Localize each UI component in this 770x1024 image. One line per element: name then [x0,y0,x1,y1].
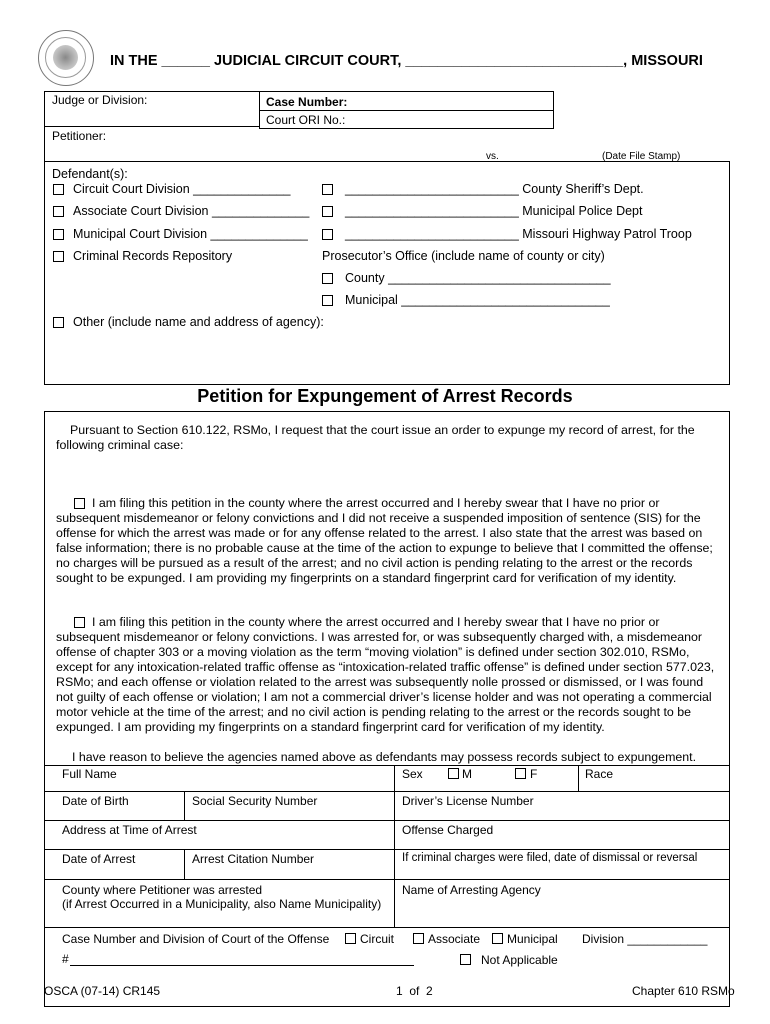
circuit-court-checkbox[interactable] [53,184,64,195]
municipal-prosecutor-checkbox[interactable] [322,295,333,306]
court-ori-label: Court ORI No.: [266,113,346,127]
vs-label: vs. [486,151,499,162]
option1-paragraph [56,496,718,586]
ssn-label: Social Security Number [192,794,318,808]
highway-patrol-checkbox[interactable] [322,229,333,240]
seal-emblem [53,45,78,70]
sex-label: Sex [402,767,423,781]
other-agency-option: Other (include name and address of agency): [73,315,324,329]
page-number: 1 of 2 [396,984,433,998]
sex-m-checkbox[interactable] [448,768,459,779]
sheriff-option: _________________________ County Sheriff’s Dept. [345,182,644,196]
offense-label: Offense Charged [402,823,494,837]
case-number-hash: # [62,952,69,966]
court-title: IN THE ______ JUDICIAL CIRCUIT COURT, ___________________________, MISSOURI [110,53,703,69]
not-applicable-checkbox[interactable] [460,954,471,965]
full-name-label: Full Name [62,767,117,781]
missouri-seal-icon [38,30,94,86]
citation-label: Arrest Citation Number [192,852,315,866]
table-ssn-vline [184,791,185,820]
petitioner-line [44,126,259,127]
associate-court-option: Associate Court Division ______________ [73,204,310,218]
address-label: Address at Time of Arrest [62,823,197,837]
table-mid-vline [394,765,395,927]
agencies-text: I have reason to believe the agencies named above as defendants may possess records subject to expungement. [72,750,697,764]
not-applicable-label: Not Applicable [481,953,558,967]
municipality-note: (if Arrest Occurred in a Municipality, also Name Municipality) [62,897,382,911]
agencies-paragraph [72,750,722,765]
sex-f-label: F [530,767,538,781]
associate-label: Associate [428,932,481,946]
criminal-records-option: Criminal Records Repository [73,249,233,263]
associate-court-checkbox[interactable] [53,206,64,217]
form-id: OSCA (07-14) CR145 [44,984,161,998]
prosecutor-label: Prosecutor’s Office (include name of county or city) [322,249,605,263]
option2-paragraph [56,615,718,735]
judge-label: Judge or Division: [52,93,148,107]
other-agency-checkbox[interactable] [53,317,64,328]
case-number-divider [259,110,554,111]
county-arrested-label: County where Petitioner was arrested [62,883,263,897]
table-row1-line [44,791,730,792]
police-option: _________________________ Municipal Police Dept [345,204,643,218]
petitioner-label: Petitioner: [52,129,107,143]
table-citation-vline [184,849,185,879]
date-arrest-label: Date of Arrest [62,852,136,866]
arresting-agency-label: Name of Arresting Agency [402,883,541,897]
dob-label: Date of Birth [62,794,129,808]
intro-paragraph [56,423,718,453]
chapter-reference: Chapter 610 RSMo [632,984,735,998]
police-checkbox[interactable] [322,206,333,217]
case-number-line[interactable] [70,965,414,966]
municipal-label: Municipal [507,932,558,946]
dl-label: Driver’s License Number [402,794,534,808]
county-option: County ________________________________ [345,271,611,285]
criminal-records-checkbox[interactable] [53,251,64,262]
petition-title: Petition for Expungement of Arrest Records [197,386,573,406]
highway-patrol-option: _________________________ Missouri Highway Patrol Troop [345,227,692,241]
municipal-prosecutor-option: Municipal ______________________________ [345,293,610,307]
circuit-checkbox[interactable] [345,933,356,944]
sex-f-checkbox[interactable] [515,768,526,779]
date-file-stamp: (Date File Stamp) [602,151,681,162]
case-number-label: Case Number: [266,95,348,109]
circuit-label: Circuit [360,932,395,946]
intro-text: Pursuant to Section 610.122, RSMo, I request that the court issue an order to expunge my record of arrest, for the following criminal case: [56,423,695,452]
sheriff-checkbox[interactable] [322,184,333,195]
table-top-line [44,765,730,766]
option1-text: I am filing this petition in the county where the arrest occurred and I hereby swear that I have no prior or subsequent misdemeanor or felony convictions and I did not receive a suspended imposition of sentence (SIS) for the offense for which the arrest was made or for any offense related to the arrest. I also state that the arrest was based on false information; there is no probable cause at the time of the action to expunge to believe that I committed the offense; no charges will be pursued as a result of the arrest; and no civil action is pending relating to the arrest or the records sought to be expunged. I am providing my fingerprints on a standard fingerprint card for verification of my identity. [56,496,713,585]
sex-m-label: M [462,767,472,781]
race-label: Race [585,767,614,781]
division-field[interactable]: Division ____________ [582,932,708,946]
table-row4-line [44,879,730,880]
dismissal-label: If criminal charges were filed, date of dismissal or reversal [402,852,698,864]
table-row3-line [44,849,730,850]
municipal-court-option: Municipal Court Division ______________ [73,227,308,241]
case-division-label: Case Number and Division of Court of the Offense [62,932,330,946]
table-row2-line [44,820,730,821]
municipal-checkbox[interactable] [492,933,503,944]
defendants-label: Defendant(s): [52,167,128,181]
circuit-court-option: Circuit Court Division ______________ [73,182,291,196]
municipal-court-checkbox[interactable] [53,229,64,240]
table-race-vline [578,765,579,791]
option2-text: I am filing this petition in the county where the arrest occurred and I hereby swear that I have no prior or subsequent misdemeanor or felony convictions. I was arrested for, or was subsequently charged with, a misdemeanor offense of chapter 303 or a moving violation as the term “moving violation” is defined under section 302.010, RSMo, except for any intoxication-related traffic offense as “intoxication-related traffic offense” is defined under section 577.023, RSMo; and each offense or violation related to the arrest was subsequently nolle prossed or dismissed, or I was found not guilty of each offense or violation; I am not a commercial driver’s license holder and was not operating a commercial motor vehicle at the time of the arrest; and no civil action is pending relating to the arrest or the records sought to be expunged. I am providing my fingerprints on a standard fingerprint card for verification of my identity. [56,615,715,734]
table-row5-line [44,927,730,928]
county-checkbox[interactable] [322,273,333,284]
associate-checkbox[interactable] [413,933,424,944]
